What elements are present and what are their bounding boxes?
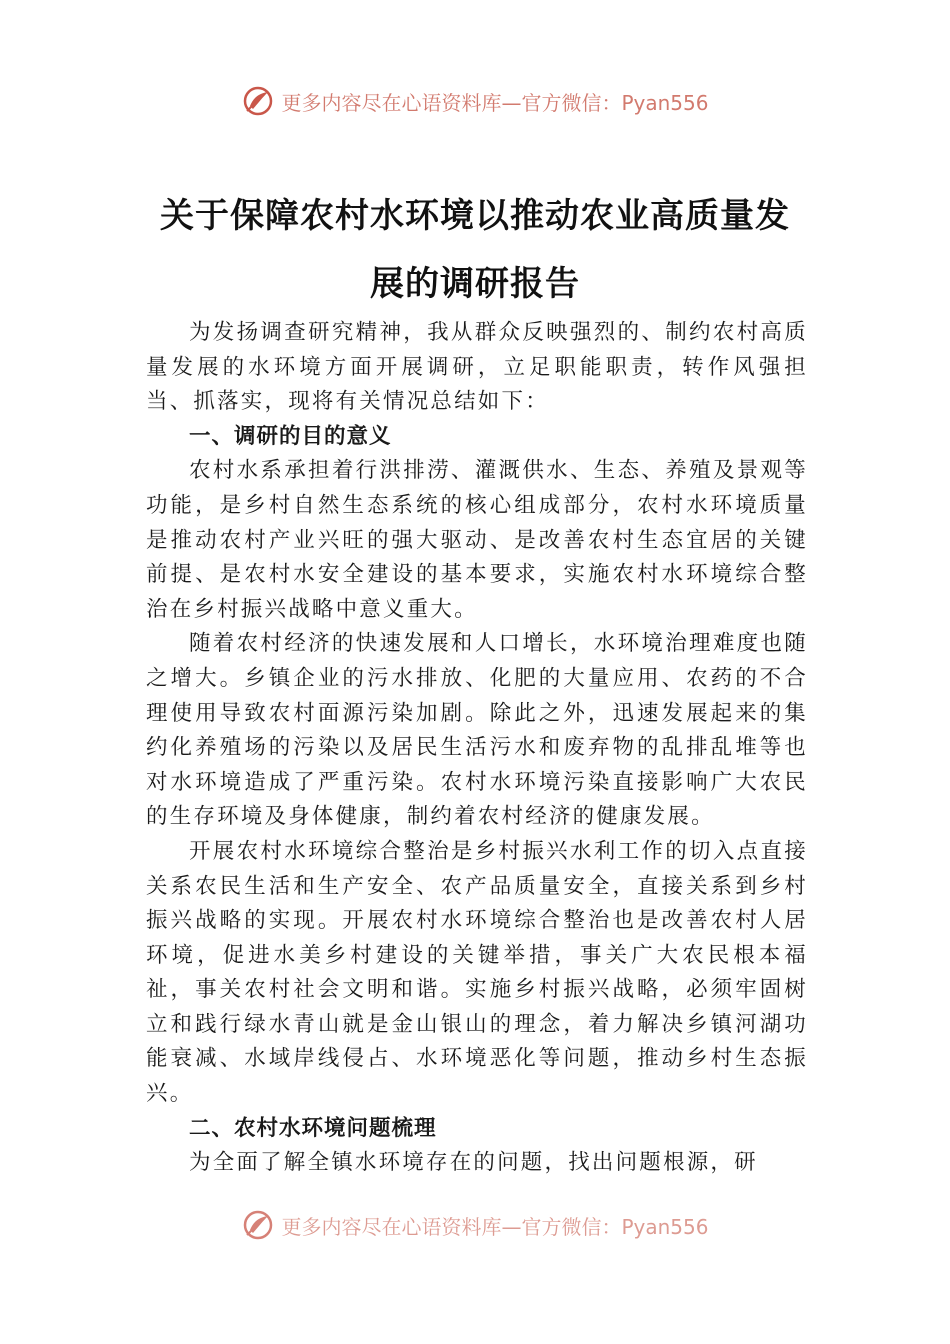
- watermark-text: 更多内容尽在心语资料库—官方微信：Pyan556: [281, 90, 709, 115]
- intro-paragraph: 为发扬调查研究精神，我从群众反映强烈的、制约农村高质量发展的水环境方面开展调研，立足职能职责，转作风强担当、抓落实，现将有关情况总结如下：: [146, 320, 808, 415]
- watermark-footer: [0, 1208, 950, 1242]
- document-body: [146, 316, 808, 1181]
- section-2-heading: 二、农村水环境问题梳理: [189, 1115, 437, 1141]
- section-1-paragraph-1: 农村水系承担着行洪排涝、灌溉供水、生态、养殖及景观等功能，是乡村自然生态系统的核心组成部分，农村水环境质量是推动农村产业兴旺的强大驱动、是改善农村生态宜居的关键前提、是农村水安全建设的基本要求，实施农村水环境综合整治在乡村振兴战略中意义重大。: [146, 458, 808, 622]
- watermark-header: [0, 84, 950, 118]
- watermark-text: 更多内容尽在心语资料库—官方微信：Pyan556: [281, 1214, 709, 1239]
- seal-logo-icon: [241, 1208, 275, 1242]
- section-1-paragraph-2: 随着农村经济的快速发展和人口增长，水环境治理难度也随之增大。乡镇企业的污水排放、化肥的大量应用、农药的不合理使用导致农村面源污染加剧。除此之外，迅速发展起来的集约化养殖场的污染以及居民生活污水和废弃物的乱排乱堆等也对水环境造成了严重污染。农村水环境污染直接影响广大农民的生存环境及身体健康，制约着农村经济的健康发展。: [146, 631, 808, 830]
- section-2-paragraph-1: 为全面了解全镇水环境存在的问题，找出问题根源，研: [189, 1150, 758, 1176]
- section-1-paragraph-3: 开展农村水环境综合整治是乡村振兴水利工作的切入点直接关系农民生活和生产安全、农产品质量安全，直接关系到乡村振兴战略的实现。开展农村水环境综合整治也是改善农村人居环境，促进水美乡村建设的关键举措，事关广大农民根本福祉，事关农村社会文明和谐。实施乡村振兴战略，必须牢固树立和践行绿水青山就是金山银山的理念，着力解决乡镇河湖功能衰减、水域岸线侵占、水环境恶化等问题，推动乡村生态振兴。: [146, 838, 808, 1107]
- section-1-heading: 一、调研的目的意义: [189, 423, 392, 449]
- document-title-line-2: 展的调研报告: [370, 264, 580, 304]
- document-title-line-1: 关于保障农村水环境以推动农业高质量发: [160, 196, 790, 236]
- seal-logo-icon: [241, 84, 275, 118]
